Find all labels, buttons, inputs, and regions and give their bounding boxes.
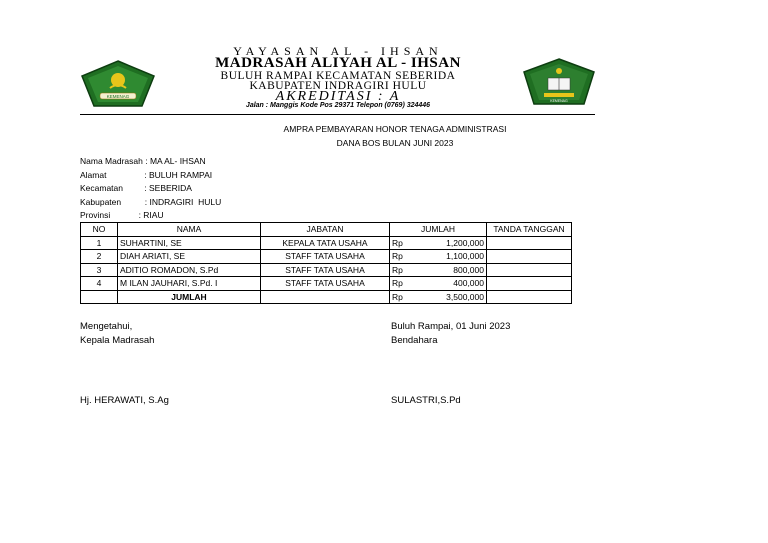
accreditation: AKREDITASI : A: [275, 89, 401, 104]
cell-nama: DIAH ARIATI, SE: [118, 250, 261, 264]
cell-jumlah: 400,000: [412, 277, 487, 291]
table-row: [81, 277, 572, 291]
table-row: [81, 263, 572, 277]
cell-no: 2: [81, 250, 118, 264]
header-tanda-tangan: TANDA TANGGAN: [487, 223, 572, 237]
table-total-row: [81, 290, 572, 304]
cell-no: 1: [81, 236, 118, 250]
sig-right-line1: Buluh Rampai, 01 Juni 2023: [391, 321, 511, 332]
school-name: MADRASAH ALIYAH AL - IHSAN: [215, 55, 461, 71]
cell-empty: [261, 290, 390, 304]
cell-jabatan: STAFF TATA USAHA: [261, 250, 390, 264]
cell-nama: ADITIO ROMADON, S.Pd: [118, 263, 261, 277]
cell-empty: [81, 290, 118, 304]
info-row-madrasah: Nama Madrasah : MA AL- IHSAN: [80, 156, 206, 166]
table-row: [81, 250, 572, 264]
header-no: NO: [81, 223, 118, 237]
table-header-row: [81, 223, 572, 237]
logo-right: [522, 58, 596, 106]
cell-nama: M ILAN JAUHARI, S.Pd. I: [118, 277, 261, 291]
cell-signature: [487, 250, 572, 264]
foundation-name: YAYASAN AL - IHSAN: [233, 44, 443, 58]
cell-currency: Rp: [390, 236, 413, 250]
cell-no: 4: [81, 277, 118, 291]
info-row-kecamatan: Kecamatan : SEBERIDA: [80, 183, 192, 193]
cell-currency: Rp: [390, 250, 413, 264]
header-jabatan: JABATAN: [261, 223, 390, 237]
total-value: 3,500,000: [412, 290, 487, 304]
info-row-alamat: Alamat : BULUH RAMPAI: [80, 170, 213, 180]
sig-left-line1: Mengetahui,: [80, 321, 133, 332]
svg-text:KEMENAG: KEMENAG: [106, 94, 130, 99]
address-line: BULUH RAMPAI KECAMATAN SEBERIDA: [220, 70, 456, 82]
svg-text:KEMENAG: KEMENAG: [550, 99, 568, 103]
sig-left-name: Hj. HERAWATI, S.Ag: [80, 395, 169, 406]
logo-left: [80, 60, 156, 108]
cell-jabatan: KEPALA TATA USAHA: [261, 236, 390, 250]
regency-line: KABUPATEN INDRAGIRI HULU: [249, 80, 427, 92]
cell-signature: [487, 277, 572, 291]
cell-currency: Rp: [390, 290, 413, 304]
info-row-kabupaten: Kabupaten : INDRAGIRI HULU: [80, 197, 222, 207]
sig-right-name: SULASTRI,S.Pd: [391, 395, 461, 406]
cell-jabatan: STAFF TATA USAHA: [261, 277, 390, 291]
cell-jumlah: 1,200,000: [412, 236, 487, 250]
cell-signature: [487, 236, 572, 250]
cell-no: 3: [81, 263, 118, 277]
cell-jumlah: 800,000: [412, 263, 487, 277]
total-label: JUMLAH: [118, 290, 261, 304]
header-nama: NAMA: [118, 223, 261, 237]
sig-right-line2: Bendahara: [391, 335, 438, 346]
cell-empty: [487, 290, 572, 304]
document-title: AMPRA PEMBAYARAN HONOR TENAGA ADMINISTRASI: [283, 124, 507, 134]
cell-jumlah: 1,100,000: [412, 250, 487, 264]
contact-line: Jalan : Manggis Kode Pos 29371 Telepon (0769) 324446: [245, 102, 431, 109]
cell-currency: Rp: [390, 277, 413, 291]
cell-nama: SUHARTINI, SE: [118, 236, 261, 250]
cell-jabatan: STAFF TATA USAHA: [261, 263, 390, 277]
info-row-provinsi: Provinsi : RIAU: [80, 210, 164, 220]
header-rule: [80, 114, 595, 115]
cell-signature: [487, 263, 572, 277]
table-row: [81, 236, 572, 250]
document-subtitle: DANA BOS BULAN JUNI 2023: [336, 138, 454, 148]
cell-currency: Rp: [390, 263, 413, 277]
header-jumlah: JUMLAH: [390, 223, 487, 237]
payment-table: [80, 222, 572, 304]
sig-left-line2: Kepala Madrasah: [80, 335, 155, 346]
